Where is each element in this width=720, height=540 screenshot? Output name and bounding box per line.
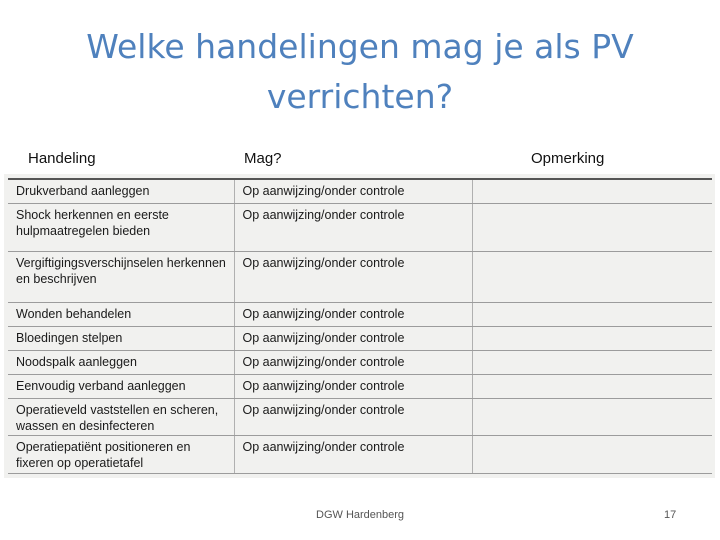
mag-cell: Op aanwijzing/onder controle — [234, 435, 472, 473]
mag-cell: Op aanwijzing/onder controle — [234, 374, 472, 398]
opmerking-cell — [472, 179, 712, 203]
opmerking-cell — [472, 350, 712, 374]
table-row — [8, 326, 712, 350]
slide-title: Welke handelingen mag je als PV verrichten? — [86, 27, 634, 116]
opmerking-cell — [472, 302, 712, 326]
table-row — [8, 398, 712, 435]
opmerking-cell — [472, 374, 712, 398]
mag-cell: Op aanwijzing/onder controle — [234, 179, 472, 203]
opmerking-cell — [472, 203, 712, 251]
mag-cell: Op aanwijzing/onder controle — [234, 350, 472, 374]
handeling-cell: Shock herkennen en eerste hulpmaatregelen bieden — [8, 203, 234, 251]
handeling-cell: Vergiftigingsverschijnselen herkennen en beschrijven — [8, 251, 234, 302]
handeling-cell: Eenvoudig verband aanleggen — [8, 374, 234, 398]
handeling-cell: Wonden behandelen — [8, 302, 234, 326]
opmerking-cell — [472, 435, 712, 473]
mag-cell: Op aanwijzing/onder controle — [234, 326, 472, 350]
table-row — [8, 179, 712, 203]
footer-text: DGW Hardenberg — [316, 509, 405, 521]
opmerking-cell — [472, 251, 712, 302]
mag-cell: Op aanwijzing/onder controle — [234, 203, 472, 251]
mag-cell: Op aanwijzing/onder controle — [234, 398, 472, 435]
mag-cell: Op aanwijzing/onder controle — [234, 251, 472, 302]
table-row — [8, 203, 712, 251]
handeling-cell: Operatiepatiënt positioneren en fixeren op operatietafel — [8, 435, 234, 473]
opmerking-cell — [472, 326, 712, 350]
table-row — [8, 302, 712, 326]
handeling-cell: Bloedingen stelpen — [8, 326, 234, 350]
table-row — [8, 435, 712, 473]
column-header-handeling: Handeling — [28, 150, 96, 167]
handeling-cell: Noodspalk aanleggen — [8, 350, 234, 374]
handelingen-table — [8, 178, 712, 474]
table-row — [8, 350, 712, 374]
handeling-cell: Drukverband aanleggen — [8, 179, 234, 203]
column-header-opmerking: Opmerking — [531, 150, 605, 167]
mag-cell: Op aanwijzing/onder controle — [234, 302, 472, 326]
table-row — [8, 251, 712, 302]
handeling-cell: Operatieveld vaststellen en scheren, wassen en desinfecteren — [8, 398, 234, 435]
column-header-mag: Mag? — [244, 150, 282, 167]
opmerking-cell — [472, 398, 712, 435]
table-row — [8, 374, 712, 398]
page-number: 17 — [664, 509, 677, 521]
